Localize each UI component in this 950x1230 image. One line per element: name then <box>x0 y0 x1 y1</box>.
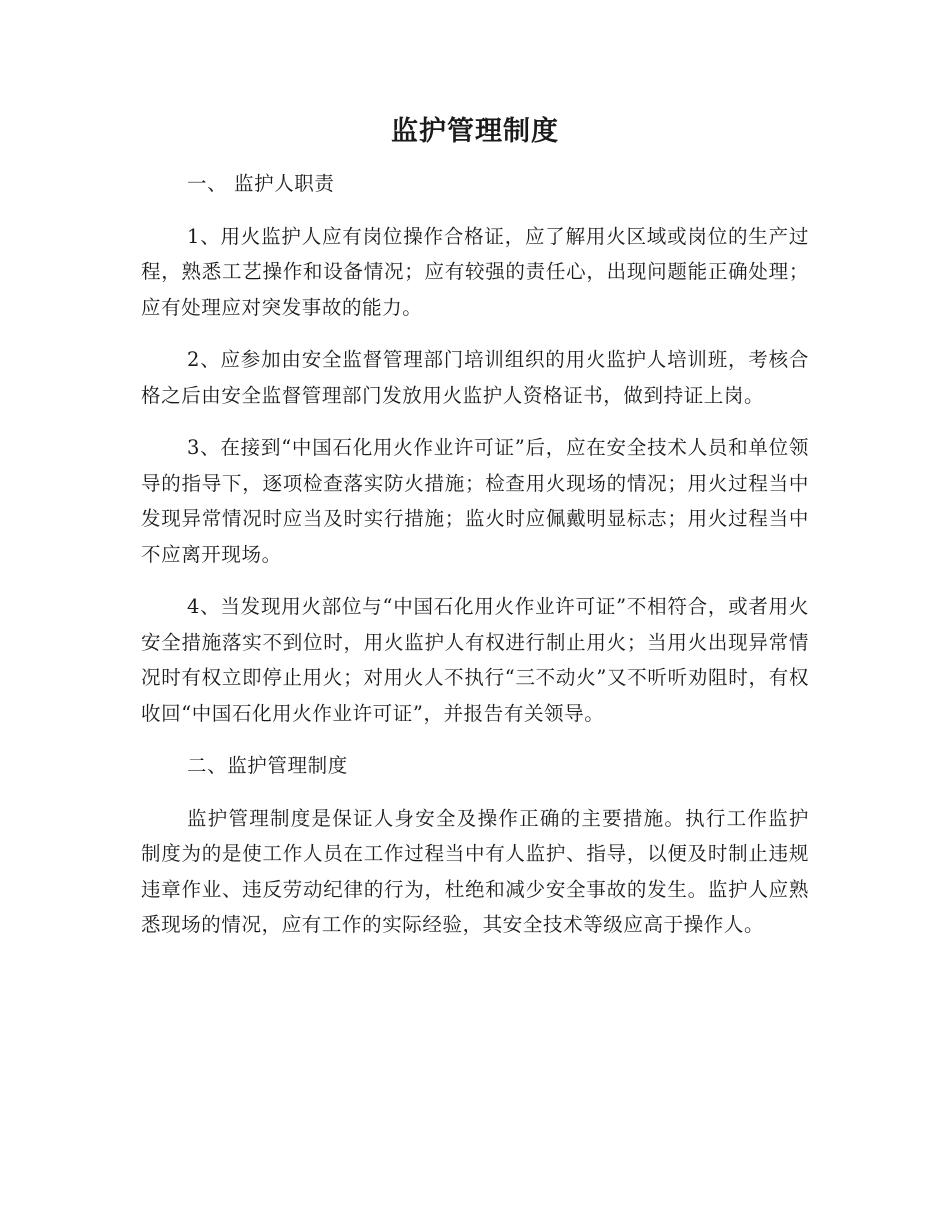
paragraph-item-3: 3、在接到“中国石化用火作业许可证”后，应在安全技术人员和单位领导的指导下，逐项检查落实防火措施；检查用火现场的情况；用火过程当中发现异常情况时应当及时实行措施；监火时应佩戴明显标志；用火过程当中不应离开现场。 <box>141 436 809 566</box>
paragraph-item-4: 4、当发现用火部位与“中国石化用火作业许可证”不相符合，或者用火安全措施落实不到位时，用火监护人有权进行制止用火；当用火出现异常情况时有权立即停止用火；对用火人不执行“三不动火”又不听听劝阻时，有权收回“中国石化用火作业许可证”，并报告有关领导。 <box>141 595 809 725</box>
paragraph-management: 监护管理制度是保证人身安全及操作正确的主要措施。执行工作监护制度为的是使工作人员在工作过程当中有人监护、指导，以便及时制止违规违章作业、违反劳动纪律的行为，杜绝和减少安全事故的发生。监护人应熟悉现场的情况，应有工作的实际经验，其安全技术等级应高于操作人。 <box>141 806 809 936</box>
paragraph-item-1: 1、用火监护人应有岗位操作合格证，应了解用火区域或岗位的生产过程，熟悉工艺操作和设备情况；应有较强的责任心，出现问题能正确处理；应有处理应对突发事故的能力。 <box>141 224 809 319</box>
paragraph-item-2: 2、应参加由安全监督管理部门培训组织的用火监护人培训班，考核合格之后由安全监督管理部门发放用火监护人资格证书，做到持证上岗。 <box>141 348 809 407</box>
document-body <box>141 166 809 960</box>
section-heading: 一、 监护人职责 <box>187 172 335 195</box>
section-management <box>141 748 809 943</box>
section-duties <box>141 166 809 731</box>
section-heading: 二、监护管理制度 <box>187 754 348 777</box>
document-title: 监护管理制度 <box>391 116 559 147</box>
